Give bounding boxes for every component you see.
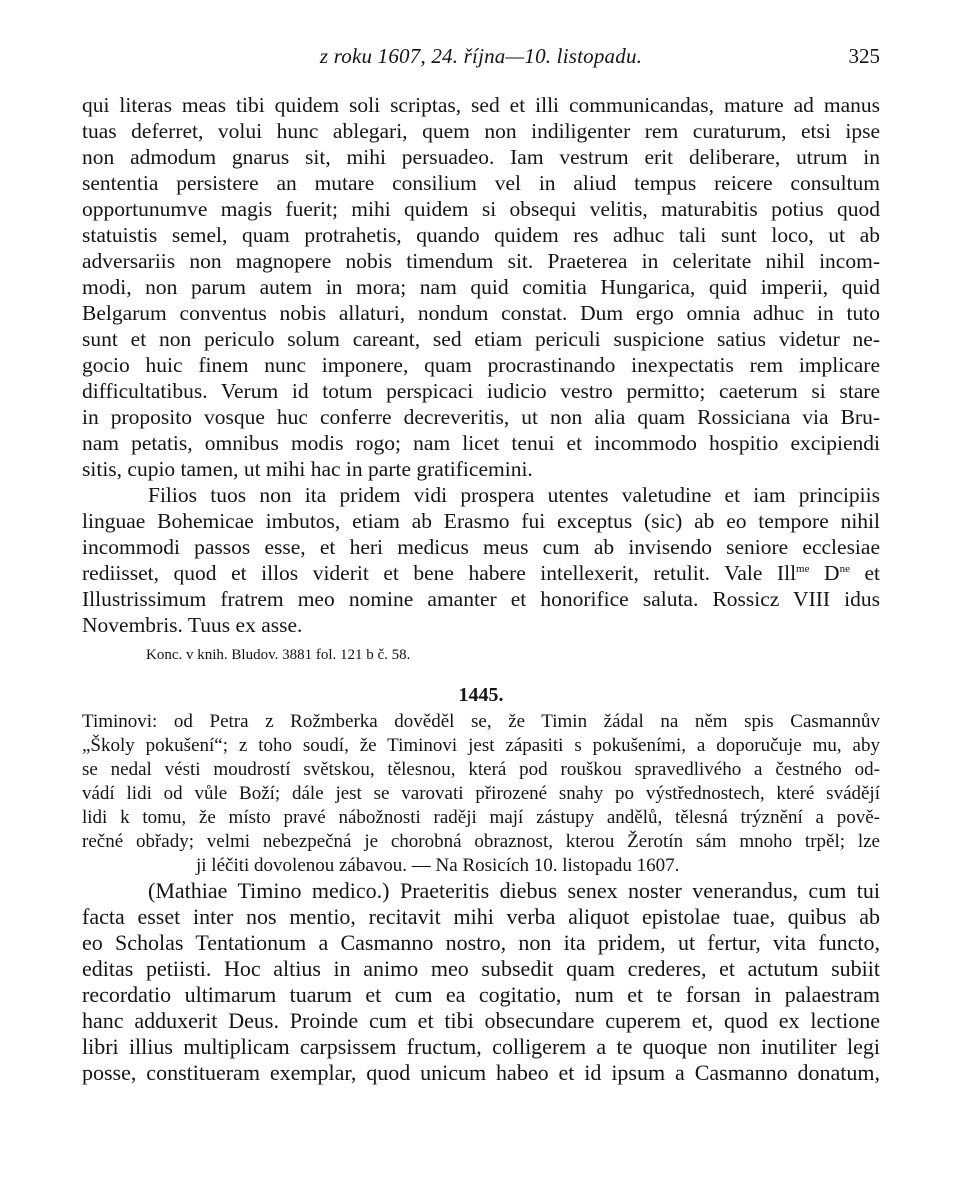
text-line: in proposito vosque huc conferre decreveritis, ut non alia quam Rossiciana via Bru-	[82, 405, 880, 429]
abstract-line: rečné obřady; velmi nebezpečná je chorobná obraznost, kterou Žerotín sám mnoho trpěl; lze	[82, 831, 880, 852]
superscript-me: me	[796, 562, 810, 575]
text-line: gocio huic finem nunc imponere, quam procrastinando inexpectatis rem implicare	[82, 353, 880, 377]
text-line: Filios tuos non ita pridem vidi prospera utentes valetudine et iam principiis	[148, 483, 880, 507]
closing-line	[82, 560, 880, 586]
source-note: Konc. v knih. Bludov. 3881 fol. 121 b č. 58.	[146, 647, 411, 663]
text-line: facta esset inter nos mentio, recitavit mihi verba aliquot epistolae tuae, quibus ab	[82, 904, 880, 929]
text-line: posse, constitueram exemplar, quod unicum habeo et id ipsum a Casmanno donatum,	[82, 1060, 880, 1085]
letter-text	[82, 878, 880, 1086]
czech-abstract	[82, 710, 880, 878]
closing-text: rediisset, quod et illos viderit et bene habere intellexerit, retulit. Vale Ill	[82, 561, 797, 585]
running-head: z roku 1607, 24. října—10. listopadu.	[319, 44, 643, 68]
text-line: Belgarum conventus nobis allaturi, nondum constat. Dum ergo omnia adhuc in tuto	[82, 301, 880, 325]
text-line: eo Scholas Tentationum a Casmanno nostro, non ita pridem, ut fertur, vita functo,	[82, 930, 880, 955]
closing-d: D	[809, 561, 840, 585]
abstract-line: ji léčiti dovolenou zábavou. — Na Rosicích 10. listopadu 1607.	[196, 855, 680, 876]
abstract-line: vádí lidi od vůle Boží; dále jest se varovati přirozené snahy po výstřednostech, které svádějí	[82, 783, 880, 804]
text-line: sententia persistere an mutare consilium vel in aliud tempus reicere consultum	[82, 171, 880, 195]
paragraph-1	[82, 92, 880, 482]
text-line: modi, non parum autem in mora; nam quid comitia Hungarica, quid imperii, quid	[82, 275, 880, 299]
text-line: incommodi passos esse, et heri medicus meus cum ab invisendo seniore ecclesiae	[82, 535, 880, 559]
text-line: (Mathiae Timino medico.) Praeteritis diebus senex noster venerandus, cum tui	[148, 878, 880, 903]
text-line: linguae Bohemicae imbutos, etiam ab Erasmo fui exceptus (sic) ab eo tempore nihil	[82, 509, 880, 533]
page-number: 325	[848, 44, 880, 68]
text-line: hanc adduxerit Deus. Proinde cum et tibi obsecundare cuperem et, quod ex lectione	[82, 1008, 880, 1033]
abstract-line: „Školy pokušení“; z toho soudí, že Timinovi jest zápasiti s pokušeními, a doporučuje mu, aby	[82, 735, 880, 756]
text-line: non admodum gnarus sit, mihi persuadeo. Iam vestrum erit deliberare, utrum in	[82, 145, 880, 169]
text-line: editas petiisti. Hoc altius in animo meo subsedit quam crederes, et actutum subiit	[82, 956, 880, 981]
page-header	[82, 44, 880, 74]
text-line: libri illius multiplicam carpsissem fructum, colligerem a te quoque non inutiliter legi	[82, 1034, 880, 1059]
text-line: statuistis semel, quam protrahetis, quando quidem res adhuc tali sunt loco, ut ab	[82, 223, 880, 247]
body-text	[82, 92, 880, 1086]
entry-number: 1445.	[458, 684, 504, 706]
text-line: qui literas meas tibi quidem soli scriptas, sed et illi communicandas, mature ad manus	[82, 93, 880, 117]
text-line: nam petatis, omnibus modis rogo; nam licet tenui et incommodo hospitio excipiendi	[82, 431, 880, 455]
text-line: sitis, cupio tamen, ut mihi hac in parte gratificemini.	[82, 457, 533, 481]
text-line: adversariis non magnopere nobis timendum sit. Praeterea in celeritate nihil incom-	[82, 249, 880, 273]
text-line: opportunumve magis fuerit; mihi quidem si obsequi velitis, maturabitis potius quod	[82, 197, 880, 221]
text-line: tuas deferret, volui hunc ablegari, quem non indiligenter rem curaturum, etsi ipse	[82, 119, 880, 143]
abstract-line: Timinovi: od Petra z Rožmberka dověděl se, že Timin žádal na něm spis Casmannův	[82, 711, 880, 732]
paragraph-2	[82, 482, 880, 638]
superscript-ne: ne	[839, 562, 850, 575]
abstract-line: lidi k tomu, že místo pravé nábožnosti raději mají zástupy andělů, tělesná trýznění a pově-	[82, 807, 880, 828]
closing-et: et	[849, 561, 880, 585]
text-line: difficultatibus. Verum id totum perspicaci iudicio vestro permitto; caeterum si stare	[82, 379, 880, 403]
text-line: recordatio ultimarum tuarum et cum ea cogitatio, num et te forsan in palaestram	[82, 982, 880, 1007]
text-line: Illustrissimum fratrem meo nomine amanter et honorifice saluta. Rossicz VIII idus	[82, 587, 880, 611]
text-line: sunt et non periculo solum careant, sed etiam periculi suspicione satius videtur ne-	[82, 327, 880, 351]
abstract-line: se nedal vésti moudrostí světskou, tělesnou, která pod rouškou spravedlivého a čestného od-	[82, 759, 880, 780]
text-line: Novembris. Tuus ex asse.	[82, 613, 303, 637]
